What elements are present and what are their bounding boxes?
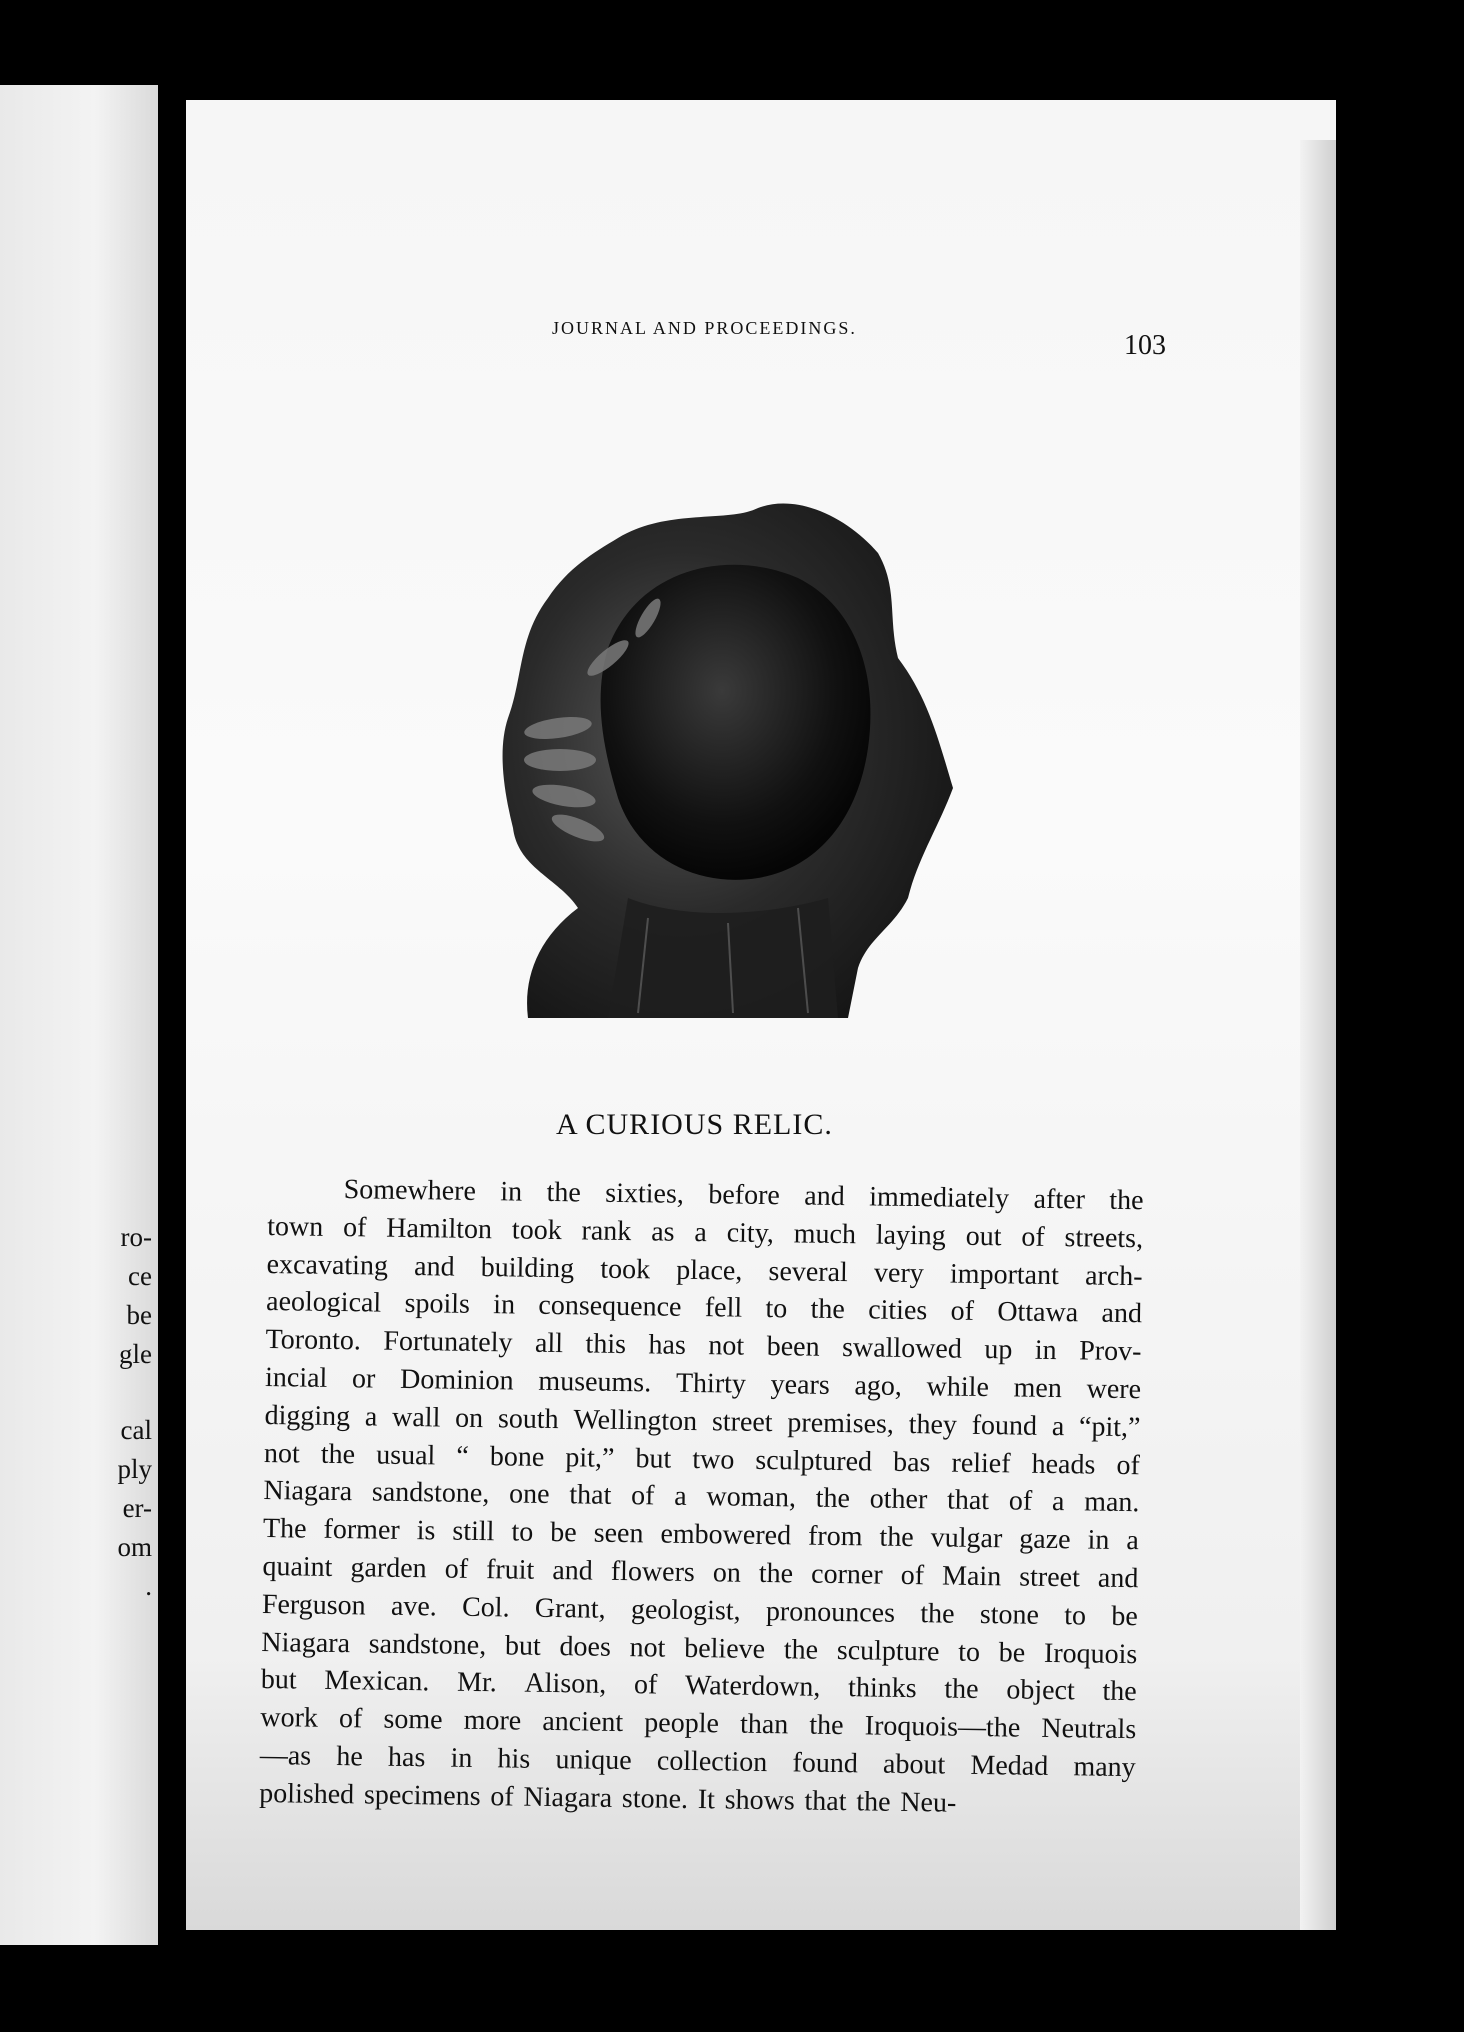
text-line: incial or Dominion museums. Thirty years ago, while men were xyxy=(264,1361,1142,1406)
text-line: Ferguson ave. Col. Grant, geologist, pronounces the stone to be xyxy=(261,1588,1138,1632)
facing-page-fragment: om xyxy=(117,1532,152,1562)
facing-page-fragment: be xyxy=(126,1300,152,1330)
page-edge-shadow xyxy=(1300,140,1336,1930)
facing-page-fragment: er- xyxy=(122,1493,152,1523)
text-line: but Mexican. Mr. Alison, of Waterdown, thinks the object the xyxy=(260,1664,1137,1708)
text-line: polished specimens of Niagara stone. It shows that the Neu- xyxy=(259,1777,957,1819)
relic-photograph xyxy=(498,498,954,1024)
text-line: aeological spoils in consequence fell to the cities of Ottawa and xyxy=(265,1286,1143,1330)
facing-page xyxy=(0,85,158,1945)
text-line: Toronto. Fortunately all this has not been swallowed up in Prov- xyxy=(265,1324,1142,1368)
text-line: —as he has in his unique collection found about Medad many xyxy=(259,1739,1136,1784)
facing-page-fragment: ce xyxy=(128,1261,152,1291)
text-line: excavating and building took place, several very important arch- xyxy=(266,1248,1143,1292)
text-line: quaint garden of fruit and flowers on the corner of Main street and xyxy=(262,1550,1139,1595)
relic-face xyxy=(601,565,871,880)
page-number: 103 xyxy=(1124,330,1166,361)
text-line: town of Hamilton took rank as a city, much laying out of streets, xyxy=(266,1210,1144,1255)
facing-page-fragment: cal xyxy=(120,1415,152,1445)
text-line: The former is still to be seen embowered from the vulgar gaze in a xyxy=(262,1513,1140,1557)
text-line: Niagara sandstone, one that of a woman, the other that of a man. xyxy=(263,1475,1140,1519)
article-body xyxy=(259,1170,1144,1825)
text-line: digging a wall on south Wellington street premises, they found a “pit,” xyxy=(264,1399,1141,1443)
text-line: not the usual “ bone pit,” but two sculptured bas relief heads of xyxy=(263,1437,1141,1481)
text-line: work of some more ancient people than the Iroquois—the Neutrals xyxy=(260,1702,1137,1746)
facing-page-fragment: gle xyxy=(119,1339,152,1369)
facing-page-fragment: . xyxy=(145,1571,152,1601)
article-title: A CURIOUS RELIC. xyxy=(556,1108,833,1141)
book-gutter xyxy=(158,0,186,2032)
facing-page-fragment: ro- xyxy=(120,1222,152,1252)
text-line: Somewhere in the sixties, before and immediately after the xyxy=(343,1174,1144,1217)
text-line: Niagara sandstone, but does not believe the sculpture to be Iroquois xyxy=(261,1626,1138,1670)
running-head: JOURNAL AND PROCEEDINGS. xyxy=(552,318,857,338)
facing-page-fragment: ply xyxy=(117,1454,152,1484)
